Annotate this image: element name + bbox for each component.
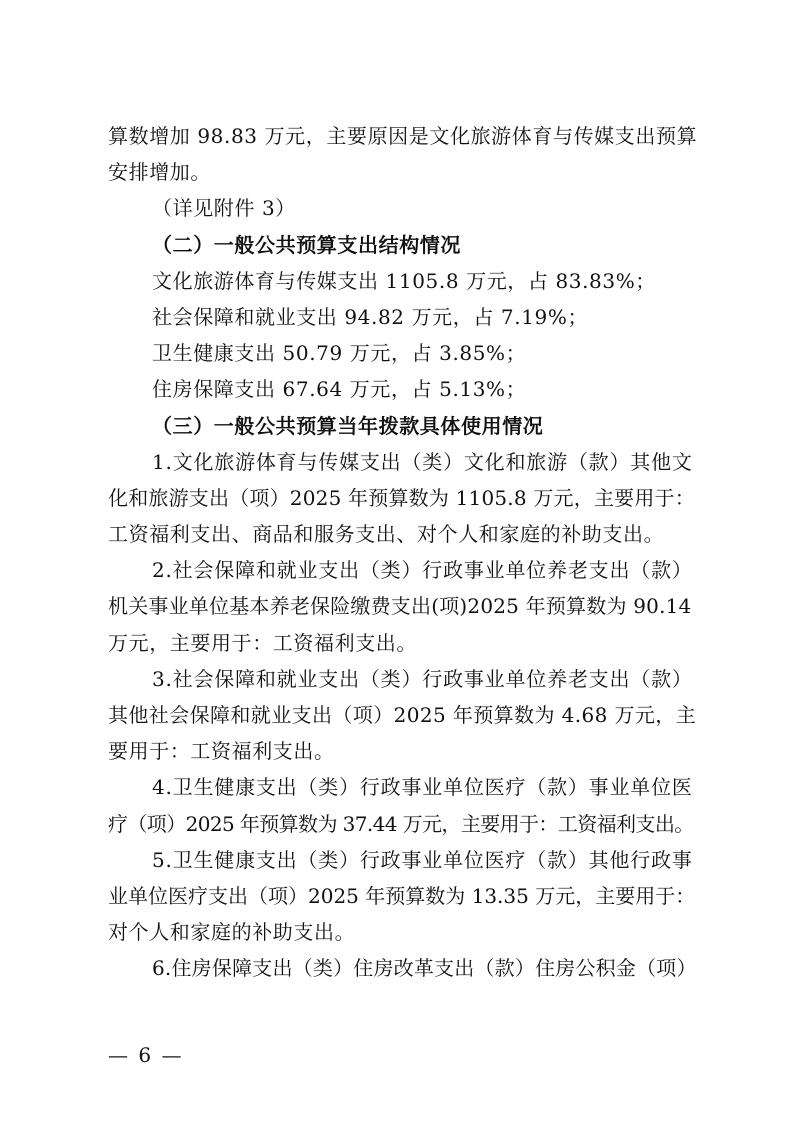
paragraph-line: 万元，主要用于：工资福利支出。	[108, 630, 417, 655]
section-heading: （三）一般公共预算当年拨款具体使用情况	[152, 413, 544, 438]
paragraph-line: 工资福利支出、商品和服务支出、对个人和家庭的补助支出。	[108, 522, 665, 547]
paragraph-line: 4.卫生健康支出（类）行政事业单位医疗（款）事业单位医	[152, 775, 693, 800]
paragraph-line: 要用于：工资福利支出。	[108, 739, 335, 764]
paragraph-line: 卫生健康支出 50.79 万元，占 3.85%；	[152, 341, 527, 366]
paragraph-line: 化和旅游支出（项）2025 年预算数为 1105.8 万元，主要用于：	[108, 485, 695, 510]
paragraph-line: 业单位医疗支出（项）2025 年预算数为 13.35 万元，主要用于：	[108, 883, 696, 908]
paragraph-line: 1.文化旅游体育与传媒支出（类）文化和旅游（款）其他文	[152, 449, 693, 474]
paragraph-line: 算数增加 98.83 万元，主要原因是文化旅游体育与传媒支出预算	[108, 124, 698, 148]
paragraph-line: 对个人和家庭的补助支出。	[108, 920, 356, 945]
paragraph-line: 6.住房保障支出（类）住房改革支出（款）住房公积金（项）	[152, 956, 697, 981]
document-body	[108, 118, 696, 987]
paragraph-line: 住房保障支出 67.64 万元，占 5.13%；	[152, 377, 527, 402]
paragraph-line: 3.社会保障和就业支出（类）行政事业单位养老支出（款）	[152, 666, 693, 691]
paragraph-line: 其他社会保障和就业支出（项）2025 年预算数为 4.68 万元，主	[108, 703, 697, 727]
paragraph-line: 疗（项）2025 年预算数为 37.44 万元，主要用于：工资福利支出。	[108, 811, 694, 836]
paragraph-line: 机关事业单位基本养老保险缴费支出(项)2025 年预算数为 90.14	[108, 594, 692, 619]
paragraph-line: 2.社会保障和就业支出（类）行政事业单位养老支出（款）	[152, 558, 693, 583]
paragraph-line: 社会保障和就业支出 94.82 万元，占 7.19%；	[152, 304, 589, 329]
section-heading: （二）一般公共预算支出结构情况	[152, 232, 461, 257]
paragraph-line: 5.卫生健康支出（类）行政事业单位医疗（款）其他行政事	[152, 847, 693, 872]
paragraph-line: 安排增加。	[108, 160, 211, 185]
paragraph-line: （详见附件 3）	[152, 196, 296, 221]
paragraph-line: 文化旅游体育与传媒支出 1105.8 万元，占 83.83%；	[152, 268, 656, 293]
page-number: — 6 —	[108, 1043, 184, 1067]
